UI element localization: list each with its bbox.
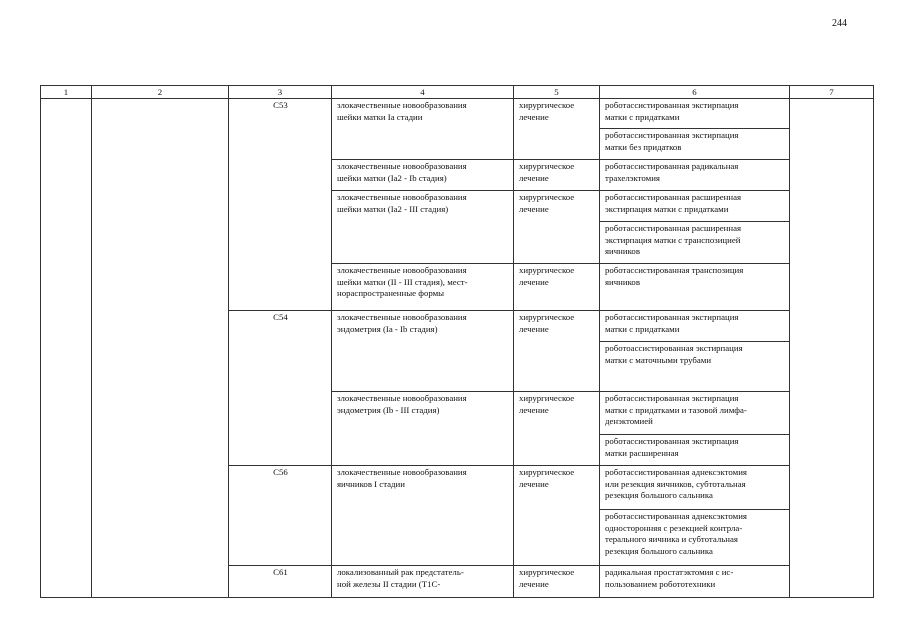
method-cell: роботоассистированная экстирпация матки с маточными трубами xyxy=(600,342,790,372)
icd-code-cell: C56 xyxy=(229,466,332,566)
diagnosis-cell: злокачественные новообразования эндометрия (Ib - III стадия) xyxy=(332,392,514,466)
method-cell: роботассистированная радикальная трахелэктомия xyxy=(600,160,790,191)
method-cell: роботассистированная экстирпация матки без придатков xyxy=(600,129,790,160)
column-header: 4 xyxy=(332,86,514,99)
diagnosis-cell: злокачественные новообразования яичников I стадии xyxy=(332,466,514,566)
method-cell-spacer xyxy=(600,372,790,392)
treatment-cell: хирургическое лечение xyxy=(514,160,600,191)
col2-cell xyxy=(92,99,229,598)
diagnosis-cell: злокачественные новообразования шейки матки Ia стадии xyxy=(332,99,514,160)
method-cell: роботассистированная расширенная экстирпация матки с придатками xyxy=(600,191,790,222)
treatment-cell: хирургическое лечение xyxy=(514,264,600,311)
method-cell: роботассистированная аднексэктомия или резекция яичников, субтотальная резекция большого сальника xyxy=(600,466,790,510)
col7-cell xyxy=(790,99,874,598)
icd-code-cell: C61 xyxy=(229,566,332,598)
icd-code-cell: C54 xyxy=(229,311,332,466)
method-cell: роботассистированная экстирпация матки с придатками и тазовой лимфа- денэктомией xyxy=(600,392,790,435)
table-row xyxy=(41,99,874,129)
method-cell: радикальная простатэктомия с ис- пользованием робототехники xyxy=(600,566,790,598)
column-header: 6 xyxy=(600,86,790,99)
diagnosis-cell: злокачественные новообразования эндометрия (Ia - Ib стадия) xyxy=(332,311,514,392)
method-cell: роботассистированная экстирпация матки расширенная xyxy=(600,435,790,466)
column-header: 1 xyxy=(41,86,92,99)
col1-cell xyxy=(41,99,92,598)
diagnosis-cell: злокачественные новообразования шейки матки (Ia2 - Ib стадия) xyxy=(332,160,514,191)
header-row xyxy=(41,86,874,99)
treatment-cell: хирургическое лечение xyxy=(514,99,600,160)
diagnosis-cell: злокачественные новообразования шейки матки (II - III стадия), мест- нораспространенные формы xyxy=(332,264,514,311)
column-header: 2 xyxy=(92,86,229,99)
method-cell: роботассистированная экстирпация матки с придатками xyxy=(600,99,790,129)
page-number: 244 xyxy=(832,18,847,29)
treatment-cell: хирургическое лечение xyxy=(514,191,600,264)
column-header: 3 xyxy=(229,86,332,99)
column-header: 5 xyxy=(514,86,600,99)
treatment-cell: хирургическое лечение xyxy=(514,466,600,566)
method-cell: роботассистированная транспозиция яичников xyxy=(600,264,790,311)
diagnosis-cell: злокачественные новообразования шейки матки (Ia2 - III стадия) xyxy=(332,191,514,264)
treatment-cell: хирургическое лечение xyxy=(514,392,600,466)
treatment-cell: хирургическое лечение xyxy=(514,566,600,598)
method-cell: роботассистированная расширенная экстирпация матки с транспозицией яичников xyxy=(600,222,790,264)
treatment-cell: хирургическое лечение xyxy=(514,311,600,392)
icd-code-cell: C53 xyxy=(229,99,332,311)
method-cell: роботассистированная экстирпация матки с придатками xyxy=(600,311,790,342)
method-cell: роботассистированная аднексэктомия односторонняя с резекцией контрла- терального яичника и субтотальная резекция большого сальника xyxy=(600,510,790,566)
column-header: 7 xyxy=(790,86,874,99)
diagnosis-cell: локализованный рак предстатель- ной железы II стадии (T1C- xyxy=(332,566,514,598)
medical-care-table xyxy=(40,85,874,598)
